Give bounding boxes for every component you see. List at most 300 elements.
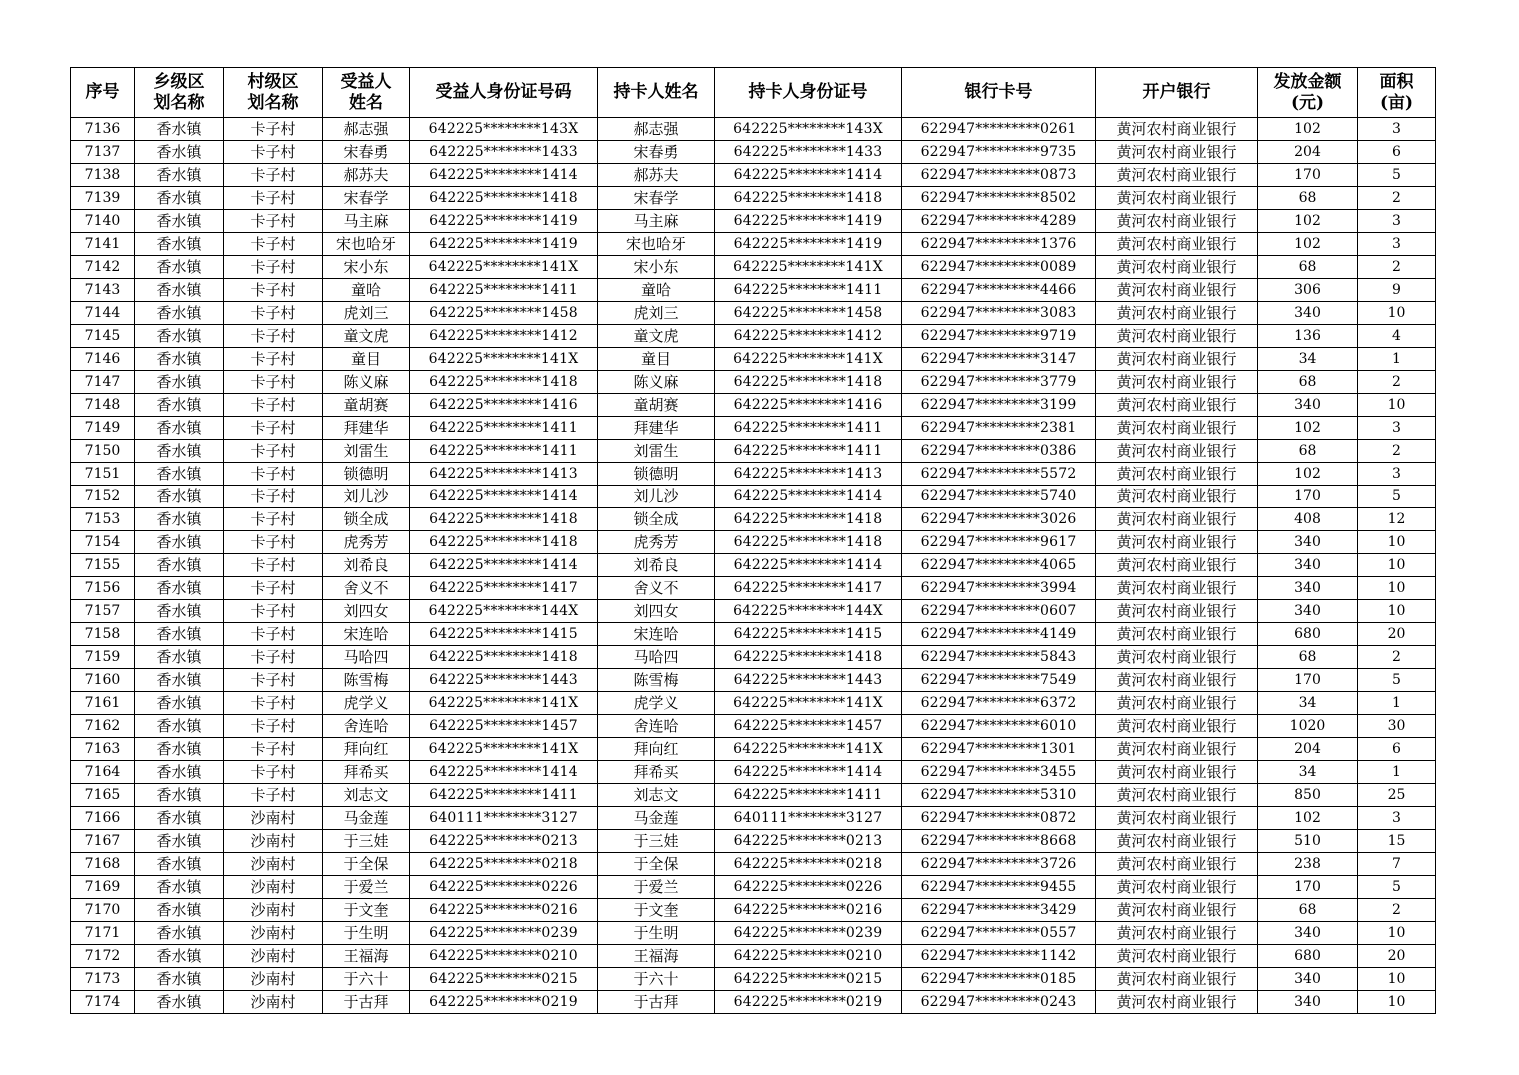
cell-serial: 7160 — [71, 669, 135, 692]
cell-township: 香水镇 — [135, 393, 224, 416]
cell-area: 3 — [1358, 118, 1436, 141]
cell-bank-card: 622947*********3994 — [902, 577, 1096, 600]
cell-village: 卡子村 — [224, 209, 323, 232]
cell-bank: 黄河农村商业银行 — [1096, 439, 1258, 462]
cell-township: 香水镇 — [135, 967, 224, 990]
cell-area: 2 — [1358, 370, 1436, 393]
cell-beneficiary-id: 642225********1458 — [410, 301, 598, 324]
cell-bank-card: 622947*********9617 — [902, 531, 1096, 554]
cell-bank: 黄河农村商业银行 — [1096, 255, 1258, 278]
table-row — [71, 118, 1436, 141]
cell-cardholder-name: 马金莲 — [598, 807, 715, 830]
cell-beneficiary-id: 642225********141X — [410, 738, 598, 761]
cell-beneficiary-id: 642225********1414 — [410, 554, 598, 577]
table-row — [71, 898, 1436, 921]
cell-bank: 黄河农村商业银行 — [1096, 462, 1258, 485]
cell-township: 香水镇 — [135, 301, 224, 324]
cell-bank-card: 622947*********0607 — [902, 600, 1096, 623]
table-row — [71, 508, 1436, 531]
cell-township: 香水镇 — [135, 830, 224, 853]
cell-serial: 7144 — [71, 301, 135, 324]
cell-village: 沙南村 — [224, 921, 323, 944]
cell-township: 香水镇 — [135, 485, 224, 508]
cell-cardholder-name: 马主麻 — [598, 209, 715, 232]
cell-cardholder-id: 642225********144X — [715, 600, 902, 623]
cell-cardholder-id: 640111********3127 — [715, 807, 902, 830]
cell-cardholder-id: 642225********1411 — [715, 416, 902, 439]
cell-bank: 黄河农村商业银行 — [1096, 140, 1258, 163]
cell-beneficiary-id: 642225********144X — [410, 600, 598, 623]
cell-bank-card: 622947*********5310 — [902, 784, 1096, 807]
cell-bank: 黄河农村商业银行 — [1096, 278, 1258, 301]
table-row — [71, 875, 1436, 898]
cell-area: 2 — [1358, 898, 1436, 921]
table-row — [71, 163, 1436, 186]
cell-bank: 黄河农村商业银行 — [1096, 186, 1258, 209]
cell-bank: 黄河农村商业银行 — [1096, 807, 1258, 830]
cell-serial: 7173 — [71, 967, 135, 990]
cell-amount: 170 — [1258, 163, 1358, 186]
cell-cardholder-name: 宋连哈 — [598, 623, 715, 646]
cell-village: 卡子村 — [224, 186, 323, 209]
cell-village: 卡子村 — [224, 278, 323, 301]
cell-village: 卡子村 — [224, 324, 323, 347]
cell-serial: 7168 — [71, 853, 135, 876]
cell-township: 香水镇 — [135, 898, 224, 921]
cell-beneficiary-id: 642225********1419 — [410, 232, 598, 255]
cell-township: 香水镇 — [135, 163, 224, 186]
cell-beneficiary-name: 宋小东 — [323, 255, 410, 278]
cell-bank-card: 622947*********4466 — [902, 278, 1096, 301]
cell-beneficiary-id: 642225********0226 — [410, 875, 598, 898]
cell-amount: 340 — [1258, 554, 1358, 577]
cell-beneficiary-id: 642225********1457 — [410, 715, 598, 738]
cell-cardholder-id: 642225********1414 — [715, 554, 902, 577]
cell-amount: 68 — [1258, 439, 1358, 462]
cell-bank: 黄河农村商业银行 — [1096, 921, 1258, 944]
cell-village: 卡子村 — [224, 462, 323, 485]
cell-township: 香水镇 — [135, 738, 224, 761]
cell-bank-card: 622947*********4149 — [902, 623, 1096, 646]
cell-bank-card: 622947*********3199 — [902, 393, 1096, 416]
cell-area: 6 — [1358, 738, 1436, 761]
cell-cardholder-name: 刘志文 — [598, 784, 715, 807]
cell-village: 卡子村 — [224, 600, 323, 623]
header-beneficiary-name: 受益人 姓名 — [323, 68, 410, 118]
cell-township: 香水镇 — [135, 140, 224, 163]
cell-area: 2 — [1358, 646, 1436, 669]
cell-village: 卡子村 — [224, 531, 323, 554]
cell-village: 沙南村 — [224, 853, 323, 876]
cell-township: 香水镇 — [135, 118, 224, 141]
cell-township: 香水镇 — [135, 232, 224, 255]
cell-bank-card: 622947*********5740 — [902, 485, 1096, 508]
table-row — [71, 967, 1436, 990]
cell-village: 卡子村 — [224, 163, 323, 186]
cell-beneficiary-name: 刘希良 — [323, 554, 410, 577]
cell-bank-card: 622947*********6372 — [902, 692, 1096, 715]
cell-village: 卡子村 — [224, 715, 323, 738]
cell-bank: 黄河农村商业银行 — [1096, 393, 1258, 416]
cell-beneficiary-id: 642225********1411 — [410, 416, 598, 439]
cell-serial: 7174 — [71, 990, 135, 1013]
cell-serial: 7157 — [71, 600, 135, 623]
cell-area: 1 — [1358, 761, 1436, 784]
cell-serial: 7147 — [71, 370, 135, 393]
cell-bank: 黄河农村商业银行 — [1096, 692, 1258, 715]
cell-cardholder-id: 642225********0239 — [715, 921, 902, 944]
cell-bank: 黄河农村商业银行 — [1096, 485, 1258, 508]
cell-bank-card: 622947*********3779 — [902, 370, 1096, 393]
cell-amount: 68 — [1258, 898, 1358, 921]
cell-bank-card: 622947*********3455 — [902, 761, 1096, 784]
cell-bank-card: 622947*********0261 — [902, 118, 1096, 141]
header-township: 乡级区 划名称 — [135, 68, 224, 118]
cell-bank-card: 622947*********3429 — [902, 898, 1096, 921]
cell-village: 沙南村 — [224, 990, 323, 1013]
cell-township: 香水镇 — [135, 508, 224, 531]
cell-township: 香水镇 — [135, 186, 224, 209]
cell-serial: 7159 — [71, 646, 135, 669]
cell-beneficiary-name: 郝志强 — [323, 118, 410, 141]
table-row — [71, 692, 1436, 715]
cell-serial: 7154 — [71, 531, 135, 554]
cell-township: 香水镇 — [135, 715, 224, 738]
table-row — [71, 140, 1436, 163]
cell-area: 7 — [1358, 853, 1436, 876]
cell-beneficiary-id: 642225********143X — [410, 118, 598, 141]
cell-cardholder-id: 642225********0226 — [715, 875, 902, 898]
cell-area: 10 — [1358, 554, 1436, 577]
cell-beneficiary-id: 642225********1411 — [410, 439, 598, 462]
cell-cardholder-id: 642225********1414 — [715, 163, 902, 186]
table-row — [71, 715, 1436, 738]
header-amount: 发放金额 (元) — [1258, 68, 1358, 118]
table-row — [71, 347, 1436, 370]
cell-bank-card: 622947*********3726 — [902, 853, 1096, 876]
cell-amount: 102 — [1258, 416, 1358, 439]
cell-area: 20 — [1358, 623, 1436, 646]
cell-area: 5 — [1358, 485, 1436, 508]
cell-beneficiary-id: 642225********1417 — [410, 577, 598, 600]
cell-beneficiary-name: 刘雷生 — [323, 439, 410, 462]
cell-cardholder-id: 642225********141X — [715, 255, 902, 278]
cell-township: 香水镇 — [135, 278, 224, 301]
cell-beneficiary-id: 642225********1419 — [410, 209, 598, 232]
cell-amount: 340 — [1258, 301, 1358, 324]
cell-village: 卡子村 — [224, 738, 323, 761]
cell-beneficiary-name: 童哈 — [323, 278, 410, 301]
cell-cardholder-name: 虎学义 — [598, 692, 715, 715]
table-row — [71, 669, 1436, 692]
cell-village: 沙南村 — [224, 875, 323, 898]
cell-village: 卡子村 — [224, 784, 323, 807]
table-row — [71, 646, 1436, 669]
table-row — [71, 600, 1436, 623]
cell-bank-card: 622947*********0872 — [902, 807, 1096, 830]
cell-area: 10 — [1358, 393, 1436, 416]
cell-serial: 7148 — [71, 393, 135, 416]
cell-township: 香水镇 — [135, 853, 224, 876]
cell-beneficiary-id: 642225********1411 — [410, 784, 598, 807]
cell-bank-card: 622947*********4065 — [902, 554, 1096, 577]
cell-cardholder-id: 642225********1416 — [715, 393, 902, 416]
cell-bank-card: 622947*********7549 — [902, 669, 1096, 692]
cell-amount: 680 — [1258, 623, 1358, 646]
cell-village: 卡子村 — [224, 508, 323, 531]
cell-bank: 黄河农村商业银行 — [1096, 967, 1258, 990]
cell-bank: 黄河农村商业银行 — [1096, 118, 1258, 141]
cell-beneficiary-name: 宋也哈牙 — [323, 232, 410, 255]
cell-cardholder-id: 642225********1417 — [715, 577, 902, 600]
cell-beneficiary-id: 642225********1433 — [410, 140, 598, 163]
cell-cardholder-name: 宋春学 — [598, 186, 715, 209]
cell-serial: 7156 — [71, 577, 135, 600]
cell-bank: 黄河农村商业银行 — [1096, 232, 1258, 255]
cell-bank: 黄河农村商业银行 — [1096, 600, 1258, 623]
cell-bank: 黄河农村商业银行 — [1096, 738, 1258, 761]
cell-amount: 34 — [1258, 761, 1358, 784]
cell-village: 沙南村 — [224, 944, 323, 967]
cell-serial: 7172 — [71, 944, 135, 967]
cell-amount: 340 — [1258, 577, 1358, 600]
cell-cardholder-id: 642225********1419 — [715, 209, 902, 232]
table-row — [71, 554, 1436, 577]
cell-area: 3 — [1358, 462, 1436, 485]
cell-amount: 102 — [1258, 232, 1358, 255]
cell-beneficiary-name: 于古拜 — [323, 990, 410, 1013]
cell-area: 5 — [1358, 669, 1436, 692]
cell-beneficiary-name: 宋春勇 — [323, 140, 410, 163]
cell-township: 香水镇 — [135, 255, 224, 278]
cell-bank: 黄河农村商业银行 — [1096, 715, 1258, 738]
cell-cardholder-name: 虎秀芳 — [598, 531, 715, 554]
cell-bank-card: 622947*********0557 — [902, 921, 1096, 944]
cell-cardholder-name: 郝志强 — [598, 118, 715, 141]
cell-amount: 102 — [1258, 118, 1358, 141]
cell-area: 4 — [1358, 324, 1436, 347]
cell-beneficiary-name: 锁全成 — [323, 508, 410, 531]
cell-amount: 170 — [1258, 875, 1358, 898]
cell-amount: 1020 — [1258, 715, 1358, 738]
cell-area: 10 — [1358, 577, 1436, 600]
cell-township: 香水镇 — [135, 807, 224, 830]
cell-amount: 34 — [1258, 347, 1358, 370]
cell-village: 卡子村 — [224, 232, 323, 255]
cell-beneficiary-id: 642225********1418 — [410, 186, 598, 209]
cell-cardholder-id: 642225********1414 — [715, 485, 902, 508]
cell-beneficiary-name: 马主麻 — [323, 209, 410, 232]
table-row — [71, 531, 1436, 554]
cell-cardholder-id: 642225********1418 — [715, 370, 902, 393]
cell-village: 卡子村 — [224, 301, 323, 324]
cell-amount: 306 — [1258, 278, 1358, 301]
cell-cardholder-name: 舍义不 — [598, 577, 715, 600]
cell-cardholder-name: 锁全成 — [598, 508, 715, 531]
cell-beneficiary-name: 舍连哈 — [323, 715, 410, 738]
cell-beneficiary-name: 马金莲 — [323, 807, 410, 830]
cell-cardholder-name: 于古拜 — [598, 990, 715, 1013]
subsidy-table — [70, 67, 1436, 1014]
cell-amount: 102 — [1258, 807, 1358, 830]
cell-amount: 136 — [1258, 324, 1358, 347]
cell-area: 2 — [1358, 186, 1436, 209]
cell-amount: 340 — [1258, 921, 1358, 944]
cell-bank-card: 622947*********1301 — [902, 738, 1096, 761]
cell-cardholder-id: 642225********1411 — [715, 784, 902, 807]
cell-bank: 黄河农村商业银行 — [1096, 669, 1258, 692]
cell-serial: 7165 — [71, 784, 135, 807]
table-row — [71, 370, 1436, 393]
cell-amount: 68 — [1258, 186, 1358, 209]
cell-area: 3 — [1358, 209, 1436, 232]
cell-amount: 238 — [1258, 853, 1358, 876]
cell-amount: 850 — [1258, 784, 1358, 807]
cell-cardholder-name: 刘儿沙 — [598, 485, 715, 508]
table-row — [71, 738, 1436, 761]
cell-cardholder-name: 刘希良 — [598, 554, 715, 577]
cell-cardholder-id: 642225********141X — [715, 347, 902, 370]
cell-amount: 510 — [1258, 830, 1358, 853]
cell-bank: 黄河农村商业银行 — [1096, 830, 1258, 853]
cell-township: 香水镇 — [135, 692, 224, 715]
cell-beneficiary-name: 于爱兰 — [323, 875, 410, 898]
cell-village: 卡子村 — [224, 692, 323, 715]
table-row — [71, 393, 1436, 416]
cell-cardholder-id: 642225********1418 — [715, 186, 902, 209]
cell-bank: 黄河农村商业银行 — [1096, 898, 1258, 921]
cell-beneficiary-name: 童目 — [323, 347, 410, 370]
cell-beneficiary-name: 马哈四 — [323, 646, 410, 669]
cell-township: 香水镇 — [135, 416, 224, 439]
cell-cardholder-name: 刘雷生 — [598, 439, 715, 462]
header-bank: 开户银行 — [1096, 68, 1258, 118]
cell-cardholder-name: 于六十 — [598, 967, 715, 990]
cell-area: 1 — [1358, 692, 1436, 715]
cell-cardholder-name: 于三娃 — [598, 830, 715, 853]
cell-area: 3 — [1358, 807, 1436, 830]
cell-area: 10 — [1358, 531, 1436, 554]
cell-beneficiary-name: 于文奎 — [323, 898, 410, 921]
table-body — [71, 118, 1436, 1014]
cell-township: 香水镇 — [135, 944, 224, 967]
cell-cardholder-name: 拜建华 — [598, 416, 715, 439]
cell-serial: 7162 — [71, 715, 135, 738]
cell-amount: 408 — [1258, 508, 1358, 531]
cell-beneficiary-id: 642225********1415 — [410, 623, 598, 646]
cell-township: 香水镇 — [135, 531, 224, 554]
cell-area: 10 — [1358, 600, 1436, 623]
cell-area: 2 — [1358, 439, 1436, 462]
cell-cardholder-id: 642225********1418 — [715, 531, 902, 554]
cell-serial: 7169 — [71, 875, 135, 898]
cell-cardholder-name: 宋小东 — [598, 255, 715, 278]
cell-bank: 黄河农村商业银行 — [1096, 784, 1258, 807]
cell-area: 25 — [1358, 784, 1436, 807]
cell-cardholder-name: 宋也哈牙 — [598, 232, 715, 255]
cell-area: 10 — [1358, 301, 1436, 324]
cell-cardholder-id: 642225********0218 — [715, 853, 902, 876]
cell-village: 卡子村 — [224, 416, 323, 439]
cell-beneficiary-name: 舍义不 — [323, 577, 410, 600]
cell-village: 卡子村 — [224, 761, 323, 784]
cell-beneficiary-name: 宋春学 — [323, 186, 410, 209]
cell-bank-card: 622947*********1376 — [902, 232, 1096, 255]
cell-township: 香水镇 — [135, 370, 224, 393]
cell-cardholder-name: 刘四女 — [598, 600, 715, 623]
cell-cardholder-id: 642225********0216 — [715, 898, 902, 921]
table-row — [71, 807, 1436, 830]
cell-cardholder-name: 童哈 — [598, 278, 715, 301]
cell-cardholder-name: 拜向红 — [598, 738, 715, 761]
cell-cardholder-id: 642225********1458 — [715, 301, 902, 324]
cell-bank-card: 622947*********9719 — [902, 324, 1096, 347]
cell-area: 2 — [1358, 255, 1436, 278]
cell-cardholder-name: 陈雪梅 — [598, 669, 715, 692]
cell-beneficiary-id: 642225********0215 — [410, 967, 598, 990]
table-row — [71, 830, 1436, 853]
cell-township: 香水镇 — [135, 875, 224, 898]
cell-amount: 34 — [1258, 692, 1358, 715]
table-row — [71, 278, 1436, 301]
cell-beneficiary-id: 642225********0213 — [410, 830, 598, 853]
cell-amount: 680 — [1258, 944, 1358, 967]
cell-bank-card: 622947*********5843 — [902, 646, 1096, 669]
cell-village: 卡子村 — [224, 118, 323, 141]
cell-beneficiary-id: 642225********1414 — [410, 761, 598, 784]
cell-bank: 黄河农村商业银行 — [1096, 761, 1258, 784]
table-row — [71, 853, 1436, 876]
cell-serial: 7141 — [71, 232, 135, 255]
cell-cardholder-name: 虎刘三 — [598, 301, 715, 324]
cell-area: 6 — [1358, 140, 1436, 163]
cell-beneficiary-name: 虎刘三 — [323, 301, 410, 324]
cell-beneficiary-id: 642225********0218 — [410, 853, 598, 876]
cell-amount: 340 — [1258, 600, 1358, 623]
cell-serial: 7152 — [71, 485, 135, 508]
cell-beneficiary-id: 642225********141X — [410, 255, 598, 278]
cell-serial: 7166 — [71, 807, 135, 830]
cell-beneficiary-id: 642225********1418 — [410, 531, 598, 554]
cell-bank-card: 622947*********8668 — [902, 830, 1096, 853]
cell-bank: 黄河农村商业银行 — [1096, 623, 1258, 646]
cell-bank: 黄河农村商业银行 — [1096, 853, 1258, 876]
cell-area: 10 — [1358, 990, 1436, 1013]
cell-village: 沙南村 — [224, 807, 323, 830]
cell-beneficiary-name: 于三娃 — [323, 830, 410, 853]
cell-village: 沙南村 — [224, 967, 323, 990]
table-row — [71, 209, 1436, 232]
header-cardholder-id: 持卡人身份证号 — [715, 68, 902, 118]
cell-beneficiary-name: 锁德明 — [323, 462, 410, 485]
cell-cardholder-id: 642225********1411 — [715, 439, 902, 462]
cell-cardholder-name: 陈义麻 — [598, 370, 715, 393]
cell-beneficiary-id: 642225********1443 — [410, 669, 598, 692]
cell-serial: 7161 — [71, 692, 135, 715]
cell-village: 沙南村 — [224, 898, 323, 921]
cell-village: 卡子村 — [224, 140, 323, 163]
cell-beneficiary-id: 640111********3127 — [410, 807, 598, 830]
table-row — [71, 761, 1436, 784]
cell-cardholder-name: 于爱兰 — [598, 875, 715, 898]
cell-beneficiary-id: 642225********141X — [410, 347, 598, 370]
cell-serial: 7167 — [71, 830, 135, 853]
cell-township: 香水镇 — [135, 577, 224, 600]
cell-cardholder-name: 于全保 — [598, 853, 715, 876]
cell-bank-card: 622947*********1142 — [902, 944, 1096, 967]
cell-cardholder-name: 宋春勇 — [598, 140, 715, 163]
cell-bank-card: 622947*********9735 — [902, 140, 1096, 163]
